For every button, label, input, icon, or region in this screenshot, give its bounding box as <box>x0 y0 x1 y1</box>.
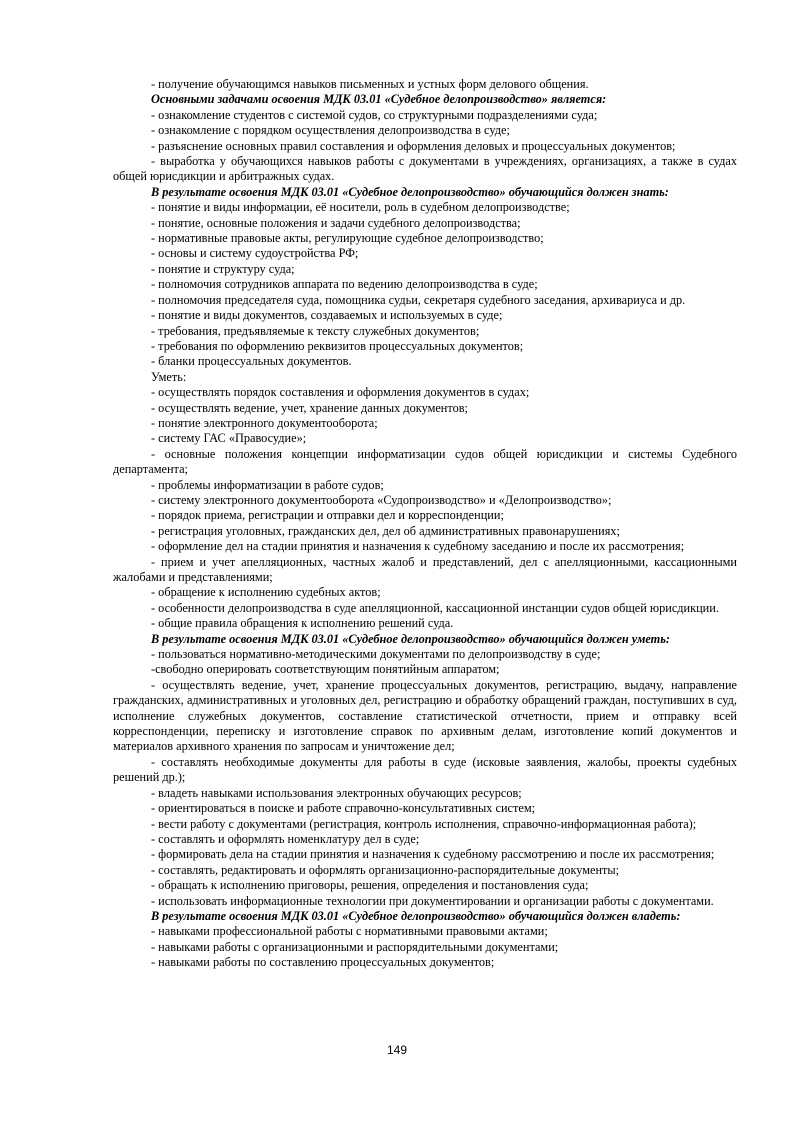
list-item: - составлять необходимые документы для работы в суде (исковые заявления, жалобы, проекты судебных решений др.); <box>113 754 737 785</box>
list-item: - обращать к исполнению приговоры, решения, определения и постановления суда; <box>151 878 589 893</box>
list-item: Уметь: <box>151 369 187 384</box>
list-item: - ознакомление студентов с системой судов, со структурными подразделениями суда; <box>151 107 598 122</box>
list-item: - навыками работы с организационными и распорядительными документами; <box>151 939 559 954</box>
list-item: - выработка у обучающихся навыков работы с документами в учреждениях, организациях, а также в судах общей юрисдикции и арбитражных судах. <box>113 154 737 184</box>
document-body <box>113 77 737 971</box>
list-item: - полномочия сотрудников аппарата по ведению делопроизводства в суде; <box>151 277 538 292</box>
list-item: - составлять, редактировать и оформлять организационно-распорядительные документы; <box>151 862 620 877</box>
list-item: - основы и систему судоустройства РФ; <box>151 246 359 261</box>
list-item: - понятие и структуру суда; <box>151 261 295 276</box>
list-item: - понятие и виды информации, её носители, роль в судебном делопроизводстве; <box>151 200 570 215</box>
list-item: - систему ГАС «Правосудие»; <box>151 431 307 446</box>
list-item: - вести работу с документами (регистрация, контроль исполнения, справочно-информационная работа); <box>151 816 697 831</box>
list-item: - порядок приема, регистрации и отправки дел и корреспонденции; <box>151 508 504 523</box>
list-item: - бланки процессуальных документов. <box>151 354 352 369</box>
list-item: - особенности делопроизводства в суде апелляционной, кассационной инстанции судов общей юрисдикции. <box>151 600 719 615</box>
list-item: - понятие электронного документооборота; <box>151 415 378 430</box>
list-item: - регистрация уголовных, гражданских дел, дел об административных правонарушениях; <box>151 523 620 538</box>
list-item: - требования, предъявляемые к тексту служебных документов; <box>151 323 480 338</box>
list-item: - прием и учет апелляционных, частных жалоб и представлений, дел с апелляционными, кассационными жалобами и представлениями; <box>113 554 737 584</box>
section-heading: В результате освоения МДК 03.01 «Судебное делопроизводство» обучающийся должен владеть: <box>151 908 681 923</box>
list-item: - получение обучающимся навыков письменных и устных форм делового общения. <box>151 77 589 91</box>
list-item: - систему электронного документооборота «Судопроизводство» и «Делопроизводство»; <box>151 492 612 507</box>
list-item: - осуществлять порядок составления и оформления документов в судах; <box>151 385 530 400</box>
list-item: - владеть навыками использования электронных обучающих ресурсов; <box>151 785 522 800</box>
list-item: - оформление дел на стадии принятия и назначения к судебному заседанию и после их рассмотрения; <box>151 539 685 554</box>
list-item: - нормативные правовые акты, регулирующие судебное делопроизводство; <box>151 231 544 246</box>
list-item: - осуществлять ведение, учет, хранение данных документов; <box>151 400 468 415</box>
list-item: - использовать информационные технологии при документировании и организации работы с документами. <box>151 893 714 908</box>
list-item: - ознакомление с порядком осуществления делопроизводства в суде; <box>151 123 510 138</box>
list-item: - требования по оформлению реквизитов процессуальных документов; <box>151 338 524 353</box>
list-item: - осуществлять ведение, учет, хранение процессуальных документов, регистрацию, выдачу, направление гражданских, административных и уголовных дел, регистрацию и обработку обращений граждан, поступивших в суд, исполнение служебных документов, составление статистической отчетности, прием и отправку всей корреспонденции, переписку и изготовление справок по архивным делам, изготовление копий документов и материалов архивного хранения по запросам и уничтожение дел; <box>113 677 737 754</box>
list-item: - пользоваться нормативно-методическими документами по делопроизводству в суде; <box>151 647 601 662</box>
list-item: - обращение к исполнению судебных актов; <box>151 585 381 600</box>
list-item: - разъяснение основных правил составления и оформления деловых и процессуальных документов; <box>151 138 676 153</box>
list-item: - основные положения концепции информатизации судов общей юрисдикции и системы Судебного департамента; <box>113 446 737 477</box>
section-heading: В результате освоения МДК 03.01 «Судебное делопроизводство» обучающийся должен знать: <box>151 184 669 199</box>
section-heading: Основными задачами освоения МДК 03.01 «Судебное делопроизводство» является: <box>151 92 607 107</box>
list-item: - понятие и виды документов, создаваемых и используемых в суде; <box>151 308 503 323</box>
list-item: - составлять и оформлять номенклатуру дел в суде; <box>151 831 420 846</box>
page-number: 149 <box>386 1043 408 1057</box>
list-item: - ориентироваться в поиске и работе справочно-консультативных систем; <box>151 801 536 816</box>
list-item: - проблемы информатизации в работе судов; <box>151 477 384 492</box>
list-item: - полномочия председателя суда, помощника судьи, секретаря судебного заседания, архивариуса и др. <box>151 292 686 307</box>
list-item: - общие правила обращения к исполнению решений суда. <box>151 616 454 631</box>
list-item: - навыками работы по составлению процессуальных документов; <box>151 955 495 970</box>
list-item: - навыками профессиональной работы с нормативными правовыми актами; <box>151 924 548 939</box>
section-heading: В результате освоения МДК 03.01 «Судебное делопроизводство» обучающийся должен уметь: <box>151 631 670 646</box>
list-item: -свободно оперировать соответствующим понятийным аппаратом; <box>151 662 500 677</box>
list-item: - формировать дела на стадии принятия и назначения к судебному рассмотрению и после их рассмотрения; <box>151 847 715 862</box>
list-item: - понятие, основные положения и задачи судебного делопроизводства; <box>151 215 521 230</box>
